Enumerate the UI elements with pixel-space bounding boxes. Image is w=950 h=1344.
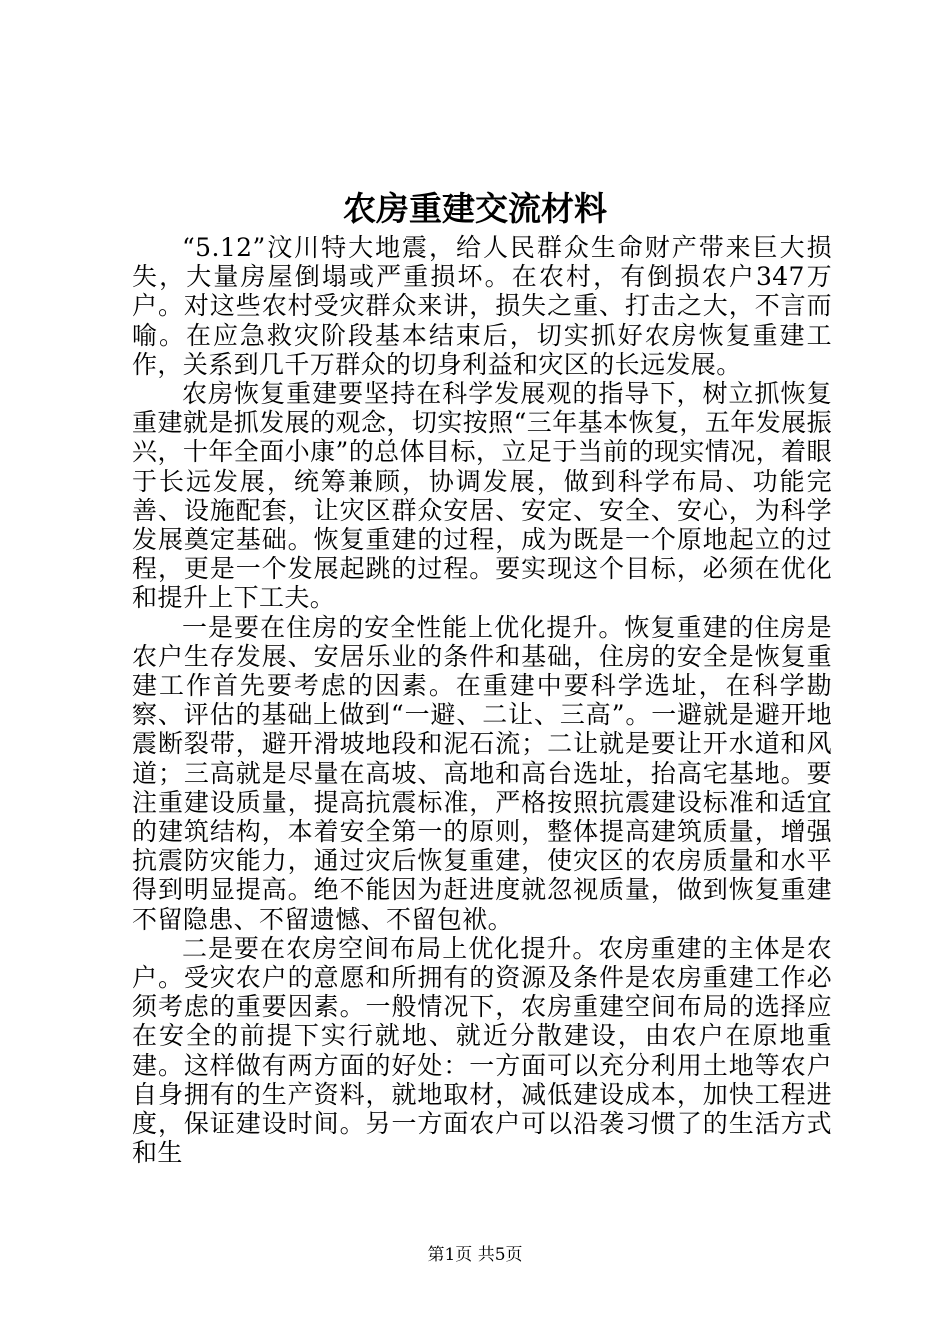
paragraph-2: 农房恢复重建要坚持在科学发展观的指导下，树立抓恢复重建就是抓发展的观念，切实按照“三年基本恢复，五年发展振兴，十年全面小康”的总体目标，立足于当前的现实情况，着眼于长远发展，统筹兼顾，协调发展，做到科学布局、功能完善、设施配套，让灾区群众安居、安定、安全、安心，为科学发展奠定基础。恢复重建的过程，成为既是一个原地起立的过程，更是一个发展起跳的过程。要实现这个目标，必须在优化和提升上下工夫。 bbox=[132, 379, 832, 613]
paragraph-1: “5.12”汶川特大地震，给人民群众生命财产带来巨大损失，大量房屋倒塌或严重损坏。在农村，有倒损农户347万户。对这些农村受灾群众来讲，损失之重、打击之大，不言而喻。在应急救灾阶段基本结束后，切实抓好农房恢复重建工作，关系到几千万群众的切身利益和灾区的长远发展。 bbox=[132, 233, 832, 379]
paragraph-3: 一是要在住房的安全性能上优化提升。恢复重建的住房是农户生存发展、安居乐业的条件和基础，住房的安全是恢复重建工作首先要考虑的因素。在重建中要科学选址，在科学勘察、评估的基础上做到“一避、二让、三高”。一避就是避开地震断裂带，避开滑坡地段和泥石流；二让就是要让开水道和风道；三高就是尽量在高坡、高地和高台选址，抬高宅基地。要注重建设质量，提高抗震标准，严格按照抗震建设标准和适宜的建筑结构，本着安全第一的原则，整体提高建筑质量，增强抗震防灾能力，通过灾后恢复重建，使灾区的农房质量和水平得到明显提高。绝不能因为赶进度就忽视质量，做到恢复重建不留隐患、不留遗憾、不留包袱。 bbox=[132, 612, 832, 934]
document-body bbox=[132, 233, 832, 1168]
document-title: 农房重建交流材料 bbox=[343, 189, 607, 228]
page-number-footer: 第1页 共5页 bbox=[427, 1245, 523, 1265]
paragraph-4: 二是要在农房空间布局上优化提升。农房重建的主体是农户。受灾农户的意愿和所拥有的资源及条件是农房重建工作必须考虑的重要因素。一般情况下，农房重建空间布局的选择应在安全的前提下实行就地、就近分散建设，由农户在原地重建。这样做有两方面的好处：一方面可以充分利用土地等农户自身拥有的生产资料，就地取材，减低建设成本，加快工程进度，保证建设时间。另一方面农户可以沿袭习惯了的生活方式和生 bbox=[132, 933, 832, 1168]
